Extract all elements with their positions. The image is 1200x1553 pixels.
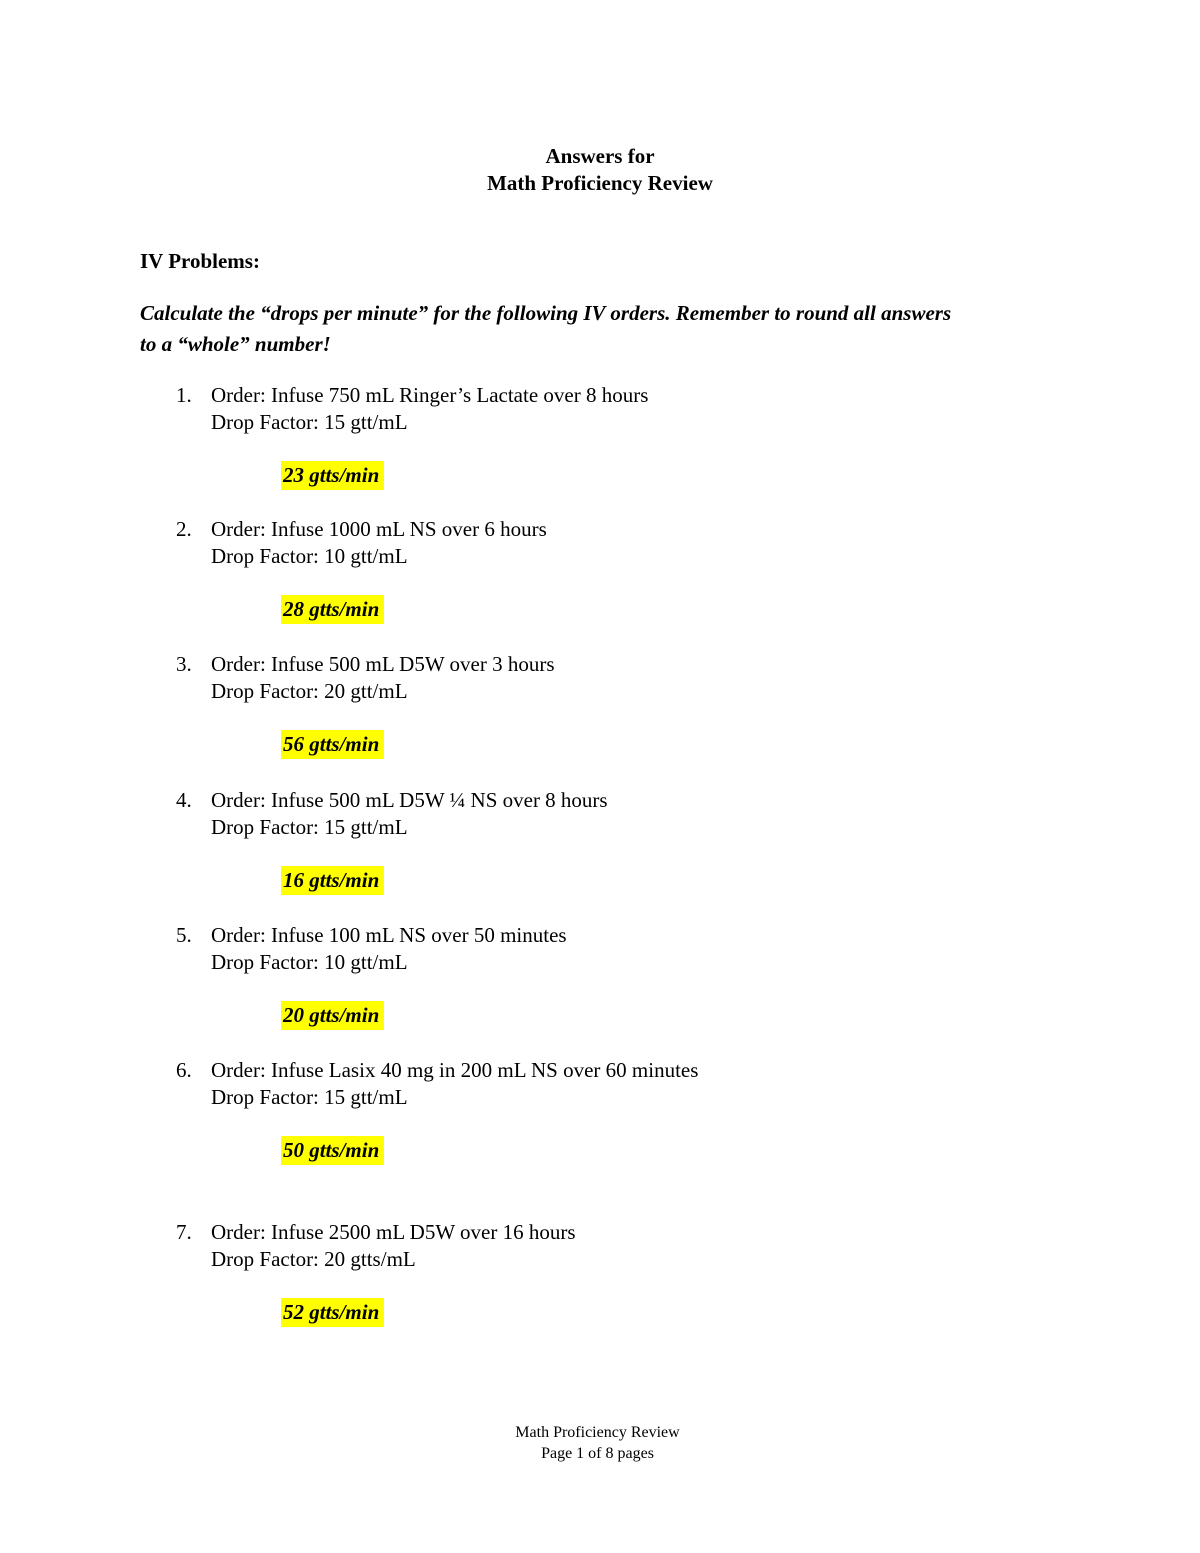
problem-order: Order: Infuse 750 mL Ringer’s Lactate over 8 hours (211, 383, 649, 407)
title-line-2: Math Proficiency Review (487, 171, 713, 195)
problem-answer: 50 gtts/min (281, 1136, 384, 1165)
problem-number: 4. (176, 788, 192, 812)
problem-order: Order: Infuse Lasix 40 mg in 200 mL NS over 60 minutes (211, 1058, 699, 1082)
problem-answer: 56 gtts/min (281, 730, 384, 759)
problem-number: 7. (176, 1220, 192, 1244)
problem-number: 6. (176, 1058, 192, 1082)
title-line-1: Answers for (545, 144, 655, 168)
problem-order: Order: Infuse 500 mL D5W over 3 hours (211, 652, 555, 676)
problem-order: Order: Infuse 500 mL D5W ¼ NS over 8 hours (211, 788, 608, 812)
footer-title: Math Proficiency Review (515, 1424, 680, 1441)
problem-answer: 16 gtts/min (281, 866, 384, 895)
problem-number: 3. (176, 652, 192, 676)
page-footer (0, 1422, 1195, 1464)
instructions-line-1: Calculate the “drops per minute” for the following IV orders. Remember to round all answers (140, 301, 952, 325)
problem-drop-factor: Drop Factor: 10 gtt/mL (211, 544, 408, 568)
instructions-line-2: to a “whole” number! (140, 332, 331, 356)
page-number: Page 1 of 8 pages (541, 1445, 654, 1462)
problem-answer: 23 gtts/min (281, 461, 384, 490)
problem-answer: 52 gtts/min (281, 1298, 384, 1327)
problem-drop-factor: Drop Factor: 20 gtt/mL (211, 679, 408, 703)
problem-number: 1. (176, 383, 192, 407)
problem-order: Order: Infuse 100 mL NS over 50 minutes (211, 923, 567, 947)
section-heading: IV Problems: (140, 249, 260, 273)
instructions (140, 298, 1070, 360)
document-title (0, 143, 1200, 197)
problem-drop-factor: Drop Factor: 10 gtt/mL (211, 950, 408, 974)
problem-order: Order: Infuse 1000 mL NS over 6 hours (211, 517, 547, 541)
problem-number: 5. (176, 923, 192, 947)
problem-drop-factor: Drop Factor: 20 gtts/mL (211, 1247, 416, 1271)
problem-drop-factor: Drop Factor: 15 gtt/mL (211, 815, 408, 839)
problem-answer: 20 gtts/min (281, 1001, 384, 1030)
problem-number: 2. (176, 517, 192, 541)
problem-answer: 28 gtts/min (281, 595, 384, 624)
problem-drop-factor: Drop Factor: 15 gtt/mL (211, 1085, 408, 1109)
problem-order: Order: Infuse 2500 mL D5W over 16 hours (211, 1220, 576, 1244)
problem-drop-factor: Drop Factor: 15 gtt/mL (211, 410, 408, 434)
